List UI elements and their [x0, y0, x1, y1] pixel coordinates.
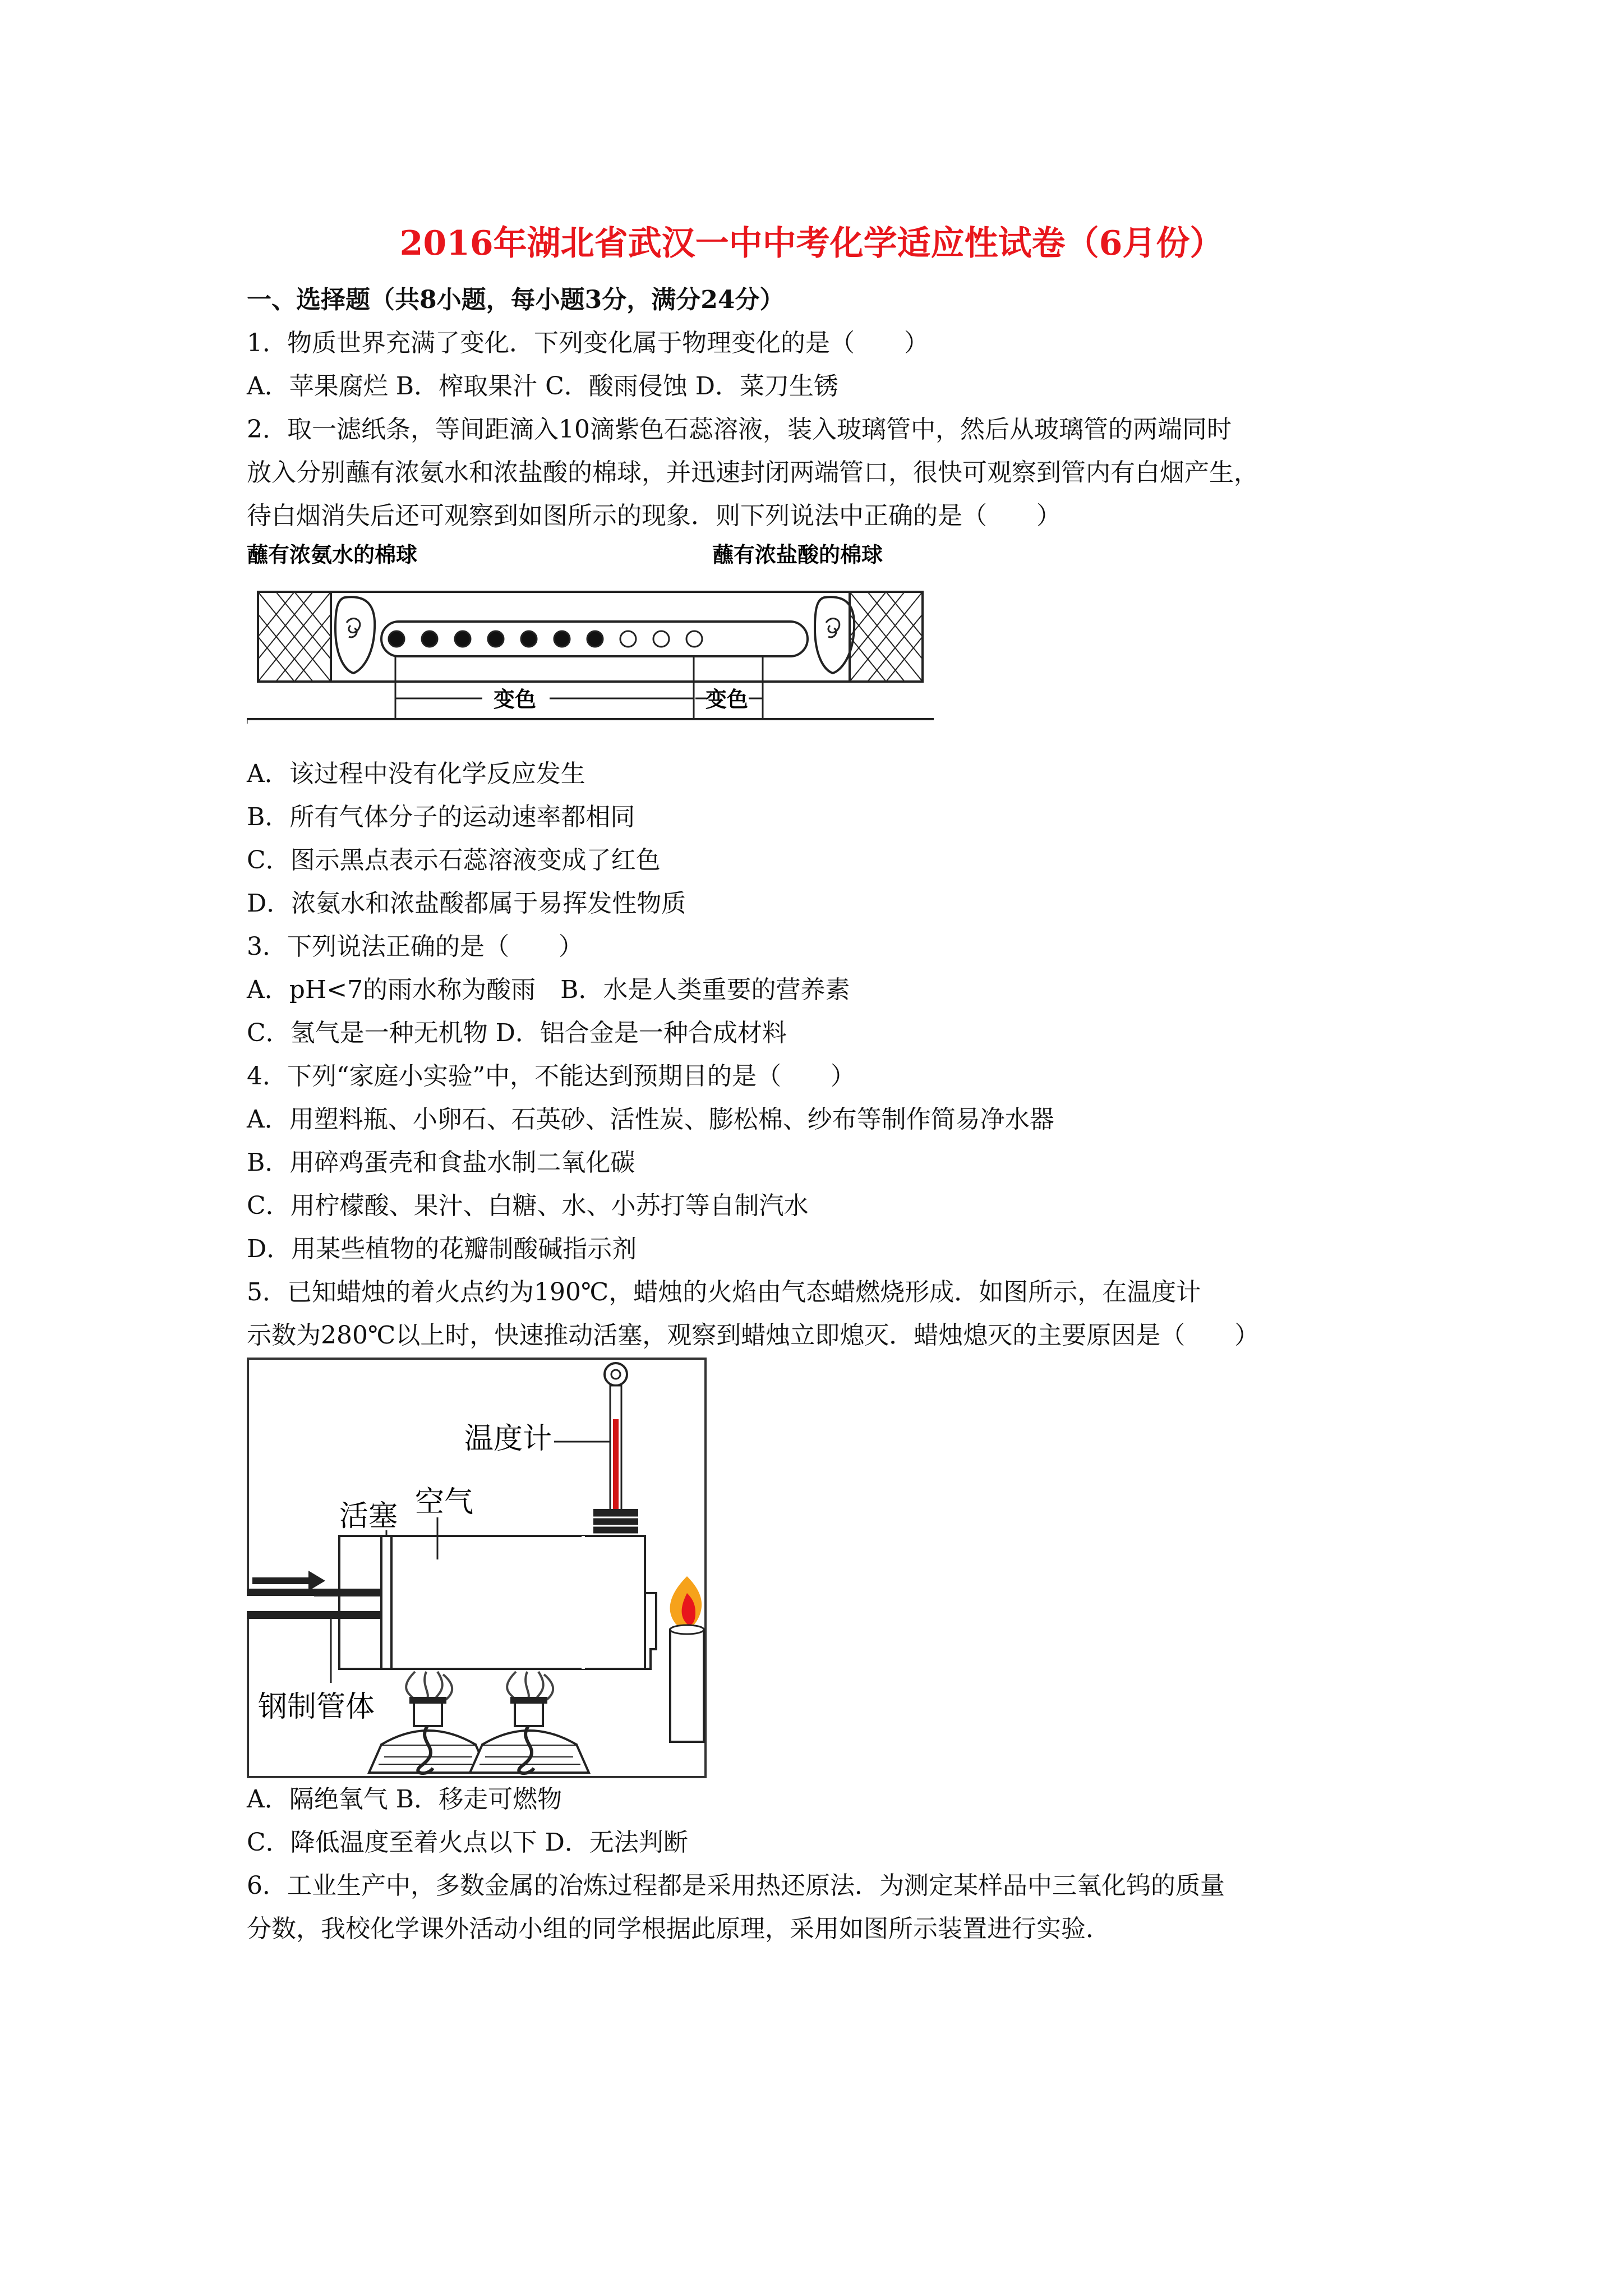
- question-3-stem: 3．下列说法正确的是（ ）: [247, 932, 583, 961]
- right-cotton-label: 蘸有浓盐酸的棉球: [712, 542, 883, 567]
- section-heading: 一、选择题（共8小题，每小题3分，满分24分）: [247, 286, 785, 314]
- right-stopper: [850, 592, 923, 682]
- question-4-option: A．用塑料瓶、小卵石、石英砂、活性炭、膨松棉、纱布等制作简易净水器: [247, 1105, 1054, 1134]
- question-2-option: C．图示黑点表示石蕊溶液变成了红色: [247, 846, 661, 875]
- litmus-dot-changed: [422, 631, 437, 647]
- question-5-option: C．降低温度至着火点以下 D．无法判断: [247, 1828, 688, 1857]
- litmus-dot-changed: [554, 631, 570, 647]
- question-3-option: C．氢气是一种无机物 D．铝合金是一种合成材料: [247, 1019, 787, 1047]
- piston-label: 活塞: [339, 1499, 398, 1533]
- litmus-dot-changed: [389, 631, 404, 647]
- question-2-option: D．浓氨水和浓盐酸都属于易挥发性物质: [247, 889, 686, 918]
- question-1-options: A．苹果腐烂 B．榨取果汁 C．酸雨侵蚀 D．菜刀生锈: [247, 372, 839, 401]
- question-6-stem-line: 6．工业生产中，多数金属的冶炼过程都是采用热还原法．为测定某样品中三氧化钨的质量: [247, 1871, 1225, 1900]
- glass-tube-figure: [247, 539, 934, 729]
- question-2-option: B．所有气体分子的运动速率都相同: [247, 803, 635, 831]
- question-4-stem: 4．下列“家庭小实验”中，不能达到预期目的是（ ）: [247, 1062, 855, 1091]
- question-4-option: C．用柠檬酸、果汁、白糖、水、小苏打等自制汽水: [247, 1191, 809, 1220]
- question-3-option: A．pH<7的雨水称为酸雨 B．水是人类重要的营养素: [247, 976, 850, 1004]
- thermometer-label: 温度计: [464, 1422, 552, 1456]
- litmus-dots: [389, 631, 702, 647]
- piston: [381, 1536, 391, 1669]
- left-cotton-ball: [335, 597, 375, 673]
- air-label: 空气: [415, 1485, 474, 1519]
- left-cotton-label: 蘸有浓氨水的棉球: [247, 542, 418, 567]
- question-4-option: D．用某些植物的花瓣制酸碱指示剂: [247, 1235, 637, 1263]
- litmus-dot-changed: [521, 631, 537, 647]
- question-2-stem-line: 2．取一滤纸条，等间距滴入10滴紫色石蕊溶液，装入玻璃管中，然后从玻璃管的两端同时: [247, 415, 1232, 444]
- candle: [670, 1576, 704, 1742]
- question-6-stem-line: 分数，我校化学课外活动小组的同学根据此原理，采用如图所示装置进行实验．: [247, 1915, 1110, 1943]
- question-5-stem-line: 示数为280℃以上时，快速推动活塞，观察到蜡烛立即熄灭．蜡烛熄灭的主要原因是（ ）: [247, 1321, 1260, 1350]
- steel-tube-label: 钢制管体: [258, 1690, 375, 1724]
- litmus-dot-unchanged: [653, 631, 669, 647]
- litmus-dot-changed: [488, 631, 504, 647]
- litmus-dot-changed: [587, 631, 603, 647]
- candle-experiment-figure: [247, 1358, 707, 1778]
- question-5-option: A．隔绝氧气 B．移走可燃物: [247, 1785, 562, 1814]
- left-stopper: [258, 592, 331, 682]
- page-title: 2016年湖北省武汉一中中考化学适应性试卷（6月份）: [399, 224, 1224, 263]
- question-2-option: A．该过程中没有化学反应发生: [247, 760, 585, 788]
- litmus-dot-unchanged: [620, 631, 636, 647]
- question-5-stem-line: 5．已知蜡烛的着火点约为190℃，蜡烛的火焰由气态蜡燃烧形成．如图所示，在温度计: [247, 1278, 1201, 1306]
- litmus-dot-unchanged: [686, 631, 702, 647]
- color-change-label: 变色: [706, 687, 749, 712]
- litmus-dot-changed: [455, 631, 471, 647]
- right-cotton-ball: [815, 597, 854, 673]
- color-change-label: 变色: [494, 687, 537, 712]
- question-2-stem-line: 放入分别蘸有浓氨水和浓盐酸的棉球，并迅速封闭两端管口，很快可观察到管内有白烟产生，: [247, 458, 1258, 487]
- question-2-stem-line: 待白烟消失后还可观察到如图所示的现象．则下列说法中正确的是（ ）: [247, 501, 1061, 530]
- question-4-option: B．用碎鸡蛋壳和食盐水制二氧化碳: [247, 1148, 635, 1177]
- question-1-stem: 1．物质世界充满了变化．下列变化属于物理变化的是（ ）: [247, 329, 929, 357]
